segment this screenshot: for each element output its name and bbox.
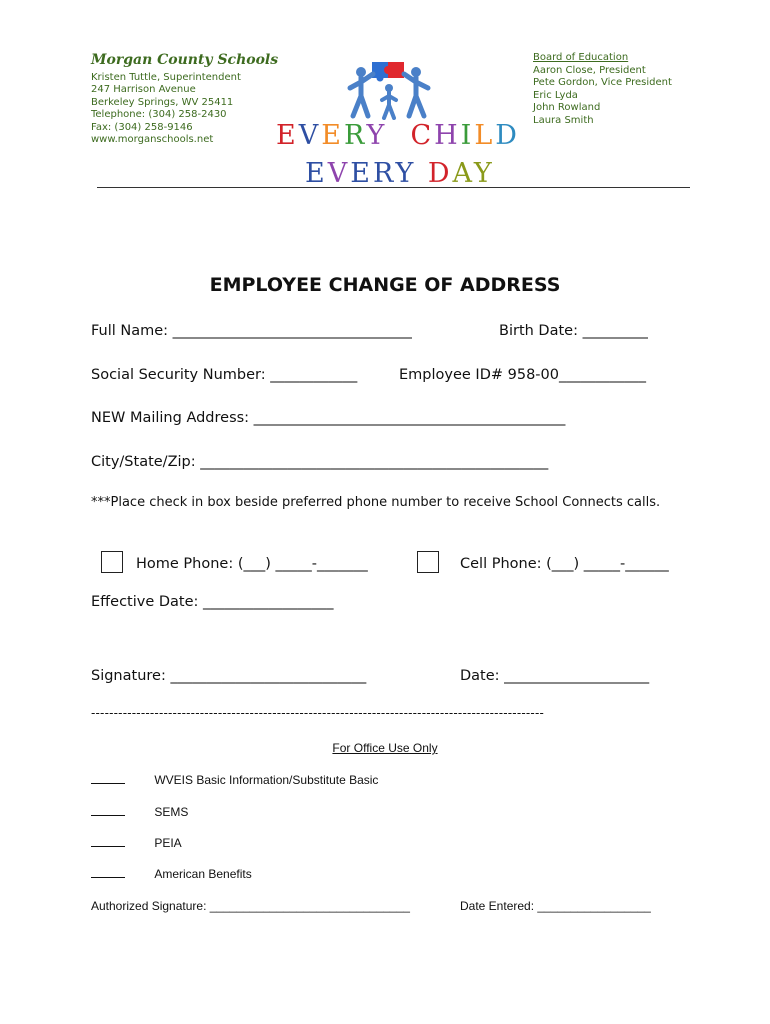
slogan-letter: Y <box>366 120 388 151</box>
ssn-field[interactable]: Social Security Number: ____________ <box>91 367 358 383</box>
slogan-every-child <box>276 120 520 151</box>
office-item-row <box>91 805 188 819</box>
slogan-letter: E <box>276 120 299 151</box>
slogan-letter: R <box>372 158 396 189</box>
board-member: Laura Smith <box>533 114 594 126</box>
contact-line: Kristen Tuttle, Superintendent <box>91 72 241 83</box>
board-title: Board of Education <box>533 52 629 63</box>
city-state-zip-field[interactable]: City/State/Zip: ________________________________________________ <box>91 454 549 470</box>
board-member: John Rowland <box>533 102 601 114</box>
slogan-letter <box>399 120 411 151</box>
home-phone-checkbox[interactable] <box>101 551 123 573</box>
family-puzzle-logo-icon <box>340 58 440 120</box>
slogan-letter: I <box>460 120 475 151</box>
office-item-row <box>91 836 182 850</box>
date-entered-field[interactable]: Date Entered: _________________ <box>460 899 651 913</box>
authorized-signature-field[interactable]: Authorized Signature: ______________________________ <box>91 899 410 913</box>
slogan-letter <box>416 158 428 189</box>
office-item-row <box>91 773 378 787</box>
cell-phone-field[interactable]: Cell Phone: (___) _____-______ <box>460 556 669 572</box>
board-of-education <box>533 52 672 128</box>
slogan-letter: H <box>434 120 461 151</box>
slogan-letter: Y <box>473 158 495 189</box>
office-item-row <box>91 867 252 881</box>
home-phone-field[interactable]: Home Phone: (___) _____-_______ <box>136 556 368 572</box>
board-member: Pete Gordon, Vice President <box>533 77 672 89</box>
slogan-letter: R <box>343 120 367 151</box>
office-item-blank[interactable] <box>91 867 125 878</box>
office-item-label: American Benefits <box>154 867 252 881</box>
slogan-letter <box>387 120 399 151</box>
slogan-letter: L <box>474 120 496 151</box>
mailing-address-field[interactable]: NEW Mailing Address: ___________________________________________ <box>91 410 566 426</box>
slogan-letter: E <box>350 158 373 189</box>
contact-line: Fax: (304) 258-9146 <box>91 121 193 133</box>
office-use-title: For Office Use Only <box>332 741 438 755</box>
effective-date-field[interactable]: Effective Date: __________________ <box>91 594 334 610</box>
contact-line: 247 Harrison Avenue <box>91 84 196 96</box>
employee-id-field[interactable]: Employee ID# 958-00____________ <box>399 367 646 383</box>
contact-line: Telephone: (304) 258-2430 <box>91 109 227 121</box>
slogan-letter: D <box>427 158 453 189</box>
board-member: Eric Lyda <box>533 89 578 101</box>
header-divider <box>97 187 690 188</box>
contact-website-link[interactable]: www.morganschools.net <box>91 134 214 146</box>
slogan-letter: D <box>495 120 520 151</box>
slogan-letter: Y <box>395 158 417 189</box>
dashed-separator: ---------------------------------------------------------------------------------------------------- <box>91 706 545 720</box>
office-item-blank[interactable] <box>91 773 125 784</box>
school-name: Morgan County Schools <box>91 52 279 68</box>
signature-field[interactable]: Signature: ___________________________ <box>91 668 367 684</box>
date-field[interactable]: Date: ____________________ <box>460 668 650 684</box>
slogan-letter: E <box>321 120 344 151</box>
office-item-label: PEIA <box>154 836 182 850</box>
cell-phone-checkbox[interactable] <box>417 551 439 573</box>
phone-instruction: ***Place check in box beside preferred phone number to receive School Connects calls. <box>91 495 661 510</box>
full-name-field[interactable]: Full Name: _________________________________ <box>91 323 412 339</box>
office-item-label: WVEIS Basic Information/Substitute Basic <box>154 773 379 787</box>
office-item-blank[interactable] <box>91 836 125 847</box>
slogan-letter: C <box>410 120 435 151</box>
slogan-letter: E <box>305 158 328 189</box>
birth-date-field[interactable]: Birth Date: _________ <box>499 323 648 339</box>
slogan-letter: V <box>298 120 322 151</box>
slogan-letter: V <box>327 158 351 189</box>
board-member: Aaron Close, President <box>533 64 646 76</box>
form-title: EMPLOYEE CHANGE OF ADDRESS <box>209 274 561 296</box>
office-item-label: SEMS <box>154 805 189 819</box>
contact-line: Berkeley Springs, WV 25411 <box>91 96 234 108</box>
slogan-letter: A <box>452 158 474 189</box>
slogan-every-day <box>305 158 495 189</box>
office-item-blank[interactable] <box>91 805 125 816</box>
contact-block <box>91 72 241 146</box>
